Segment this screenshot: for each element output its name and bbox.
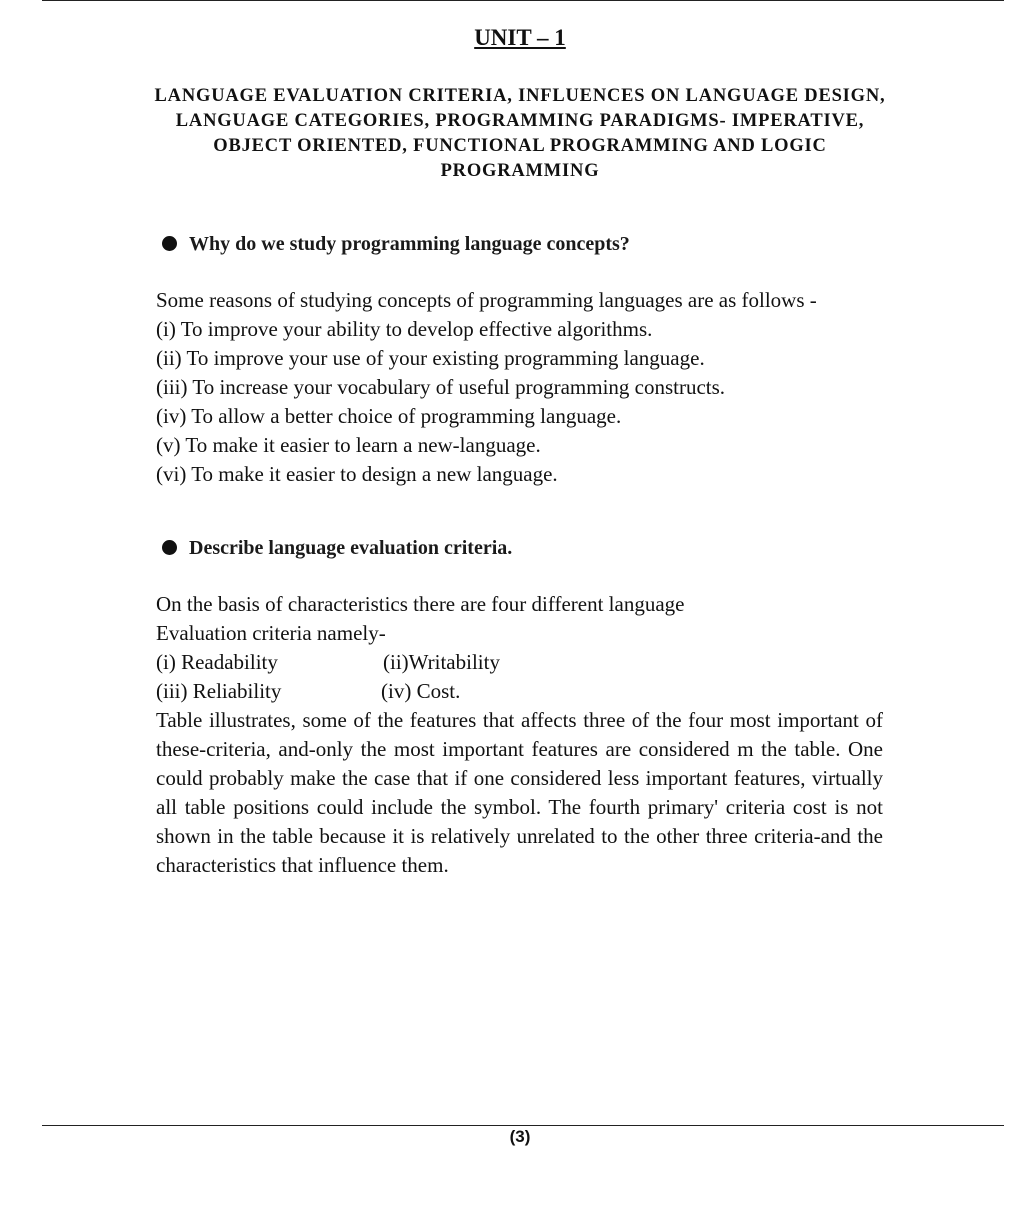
criteria-intro-line: On the basis of characteristics there are four different language	[156, 592, 685, 616]
question-heading-2	[162, 537, 512, 560]
bullet-icon	[162, 540, 177, 555]
reason-item: (iv) To allow a better choice of programming language.	[156, 404, 622, 428]
question-text: Why do we study programming language concepts?	[189, 233, 630, 255]
reasons-paragraph	[156, 286, 883, 489]
bullet-icon	[162, 236, 177, 251]
reasons-intro: Some reasons of studying concepts of programming languages are as follows -	[156, 288, 817, 312]
page-number: (3)	[509, 1127, 531, 1146]
top-rule	[42, 0, 1004, 1]
footer-rule	[42, 1125, 1004, 1126]
criteria-item: (ii)Writability	[383, 650, 500, 674]
question-text: Describe language evaluation criteria.	[189, 537, 513, 559]
criteria-row	[156, 648, 883, 677]
criteria-item: (i) Readability	[156, 650, 278, 674]
question-heading-1	[162, 233, 630, 256]
unit-title: UNIT – 1	[474, 25, 566, 50]
reason-item: (i) To improve your ability to develop effective algorithms.	[156, 317, 653, 341]
reason-item: (v) To make it easier to learn a new-language.	[156, 433, 541, 457]
criteria-item: (iv) Cost.	[381, 679, 461, 703]
criteria-body: Table illustrates, some of the features that affects three of the four most important of these-criteria, and-only the most important features are considered m the table. One could probably make the case that if one considered less important features, virtually all table positions could include the symbol. The fourth primary' criteria cost is not shown in the table because it is relatively unrelated to the other three criteria-and the characteristics that influence them.	[156, 708, 883, 877]
criteria-item: (iii) Reliability	[156, 679, 282, 703]
unit-subtitle: LANGUAGE EVALUATION CRITERIA, INFLUENCES ON LANGUAGE DESIGN, LANGUAGE CATEGORIES, PROGRAMMING PARADIGMS- IMPERATIVE, OBJECT ORIENTED, FUNCTIONAL PROGRAMMING AND LOGIC PROGRAMMING	[154, 86, 886, 181]
reason-item: (vi) To make it easier to design a new language.	[156, 462, 558, 486]
criteria-paragraph	[156, 590, 883, 880]
reason-item: (iii) To increase your vocabulary of useful programming constructs.	[156, 375, 726, 399]
criteria-intro-line: Evaluation criteria namely-	[156, 621, 386, 645]
criteria-row	[156, 677, 883, 706]
reason-item: (ii) To improve your use of your existing programming language.	[156, 346, 705, 370]
